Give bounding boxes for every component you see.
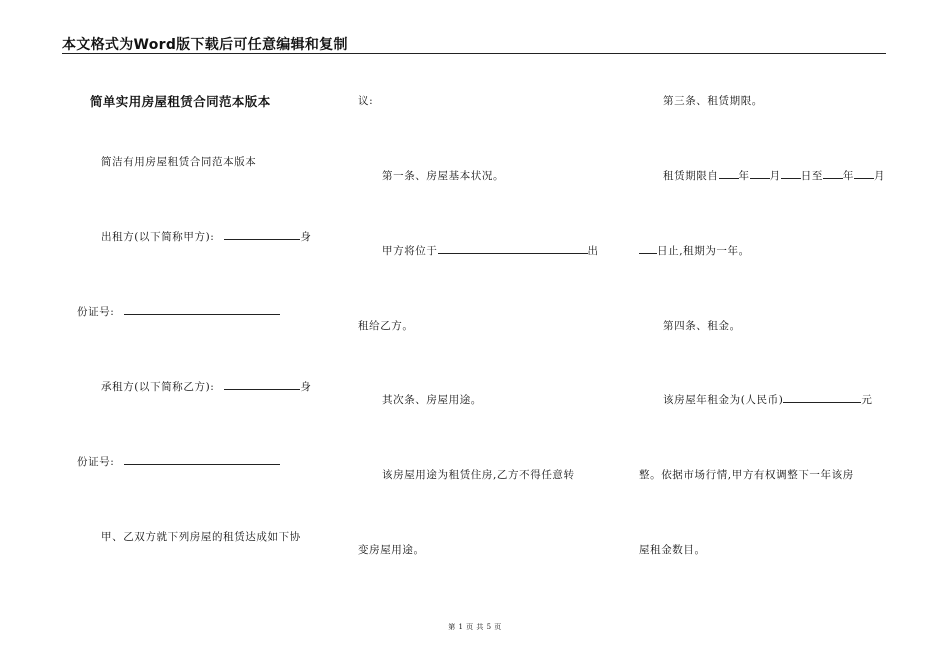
article-2-heading: 其次条、房屋用途。	[382, 394, 482, 406]
document-header	[62, 34, 886, 54]
lessor-tail: 身	[300, 231, 312, 243]
term-day-to-label: 日至	[800, 170, 823, 182]
subtitle-line: 简洁有用房屋租赁合同范本版本	[101, 156, 257, 168]
term-month1-label: 月	[769, 170, 781, 182]
location-label: 甲方将位于	[382, 245, 438, 257]
lessee-tail: 身	[300, 381, 312, 393]
rent-adjust-tail: 屋租金数目。	[639, 544, 706, 556]
lessee-name-blank	[224, 379, 300, 390]
term-year1-blank	[719, 168, 739, 179]
term-year2-blank	[823, 168, 843, 179]
agreement-line: 甲、乙双方就下列房屋的租赁达成如下协	[101, 531, 301, 543]
rent-to-line: 租给乙方。	[358, 320, 414, 332]
article-3-heading: 第三条、租赁期限。	[663, 95, 763, 107]
lessee-id-label: 份证号:	[77, 456, 115, 468]
term-year2-label: 年	[842, 170, 855, 182]
term-year1-label: 年	[738, 170, 750, 182]
lessor-id-line	[77, 304, 280, 319]
usage-tail: 变房屋用途。	[358, 544, 425, 556]
page-number: 第 1 页 共 5 页	[448, 623, 502, 631]
lessee-line	[101, 379, 312, 394]
term-month1-blank	[750, 168, 770, 179]
lessee-id-blank	[124, 454, 280, 465]
term-end-line	[639, 243, 750, 258]
article-1-heading: 第一条、房屋基本状况。	[382, 170, 505, 182]
lessor-line	[101, 229, 312, 244]
usage-line: 该房屋用途为租赁住房,乙方不得任意转	[382, 469, 575, 481]
article-4-heading: 第四条、租金。	[663, 320, 741, 332]
location-tail: 出	[587, 245, 599, 257]
rent-unit: 元	[861, 394, 873, 406]
term-label: 租赁期限自	[663, 170, 719, 182]
lessee-id-line	[77, 454, 280, 469]
location-line	[382, 243, 599, 258]
document-title: 简单实用房屋租赁合同范本版本	[90, 94, 271, 109]
rent-amount-blank	[783, 392, 861, 403]
header-text: 本文格式为Word版下载后可任意编辑和复制	[62, 37, 348, 53]
term-line	[663, 168, 885, 183]
location-blank	[438, 243, 588, 254]
term-day2-blank	[639, 243, 657, 254]
header-divider	[62, 53, 886, 54]
lessor-id-label: 份证号:	[77, 306, 115, 318]
rent-label: 该房屋年租金为(人民币)	[663, 394, 784, 406]
term-day1-blank	[781, 168, 801, 179]
rent-adjust-line: 整。依据市场行情,甲方有权调整下一年该房	[639, 469, 854, 481]
term-month2-label: 月	[874, 170, 886, 182]
agreement-tail: 议:	[358, 95, 374, 107]
rent-line	[663, 392, 873, 407]
lessee-label: 承租方(以下简称乙方):	[101, 381, 215, 393]
lessor-name-blank	[224, 229, 300, 240]
term-month2-blank	[854, 168, 874, 179]
lessor-id-blank	[124, 304, 280, 315]
lessor-label: 出租方(以下简称甲方):	[101, 231, 215, 243]
term-end-label: 日止,租期为一年。	[657, 245, 750, 257]
